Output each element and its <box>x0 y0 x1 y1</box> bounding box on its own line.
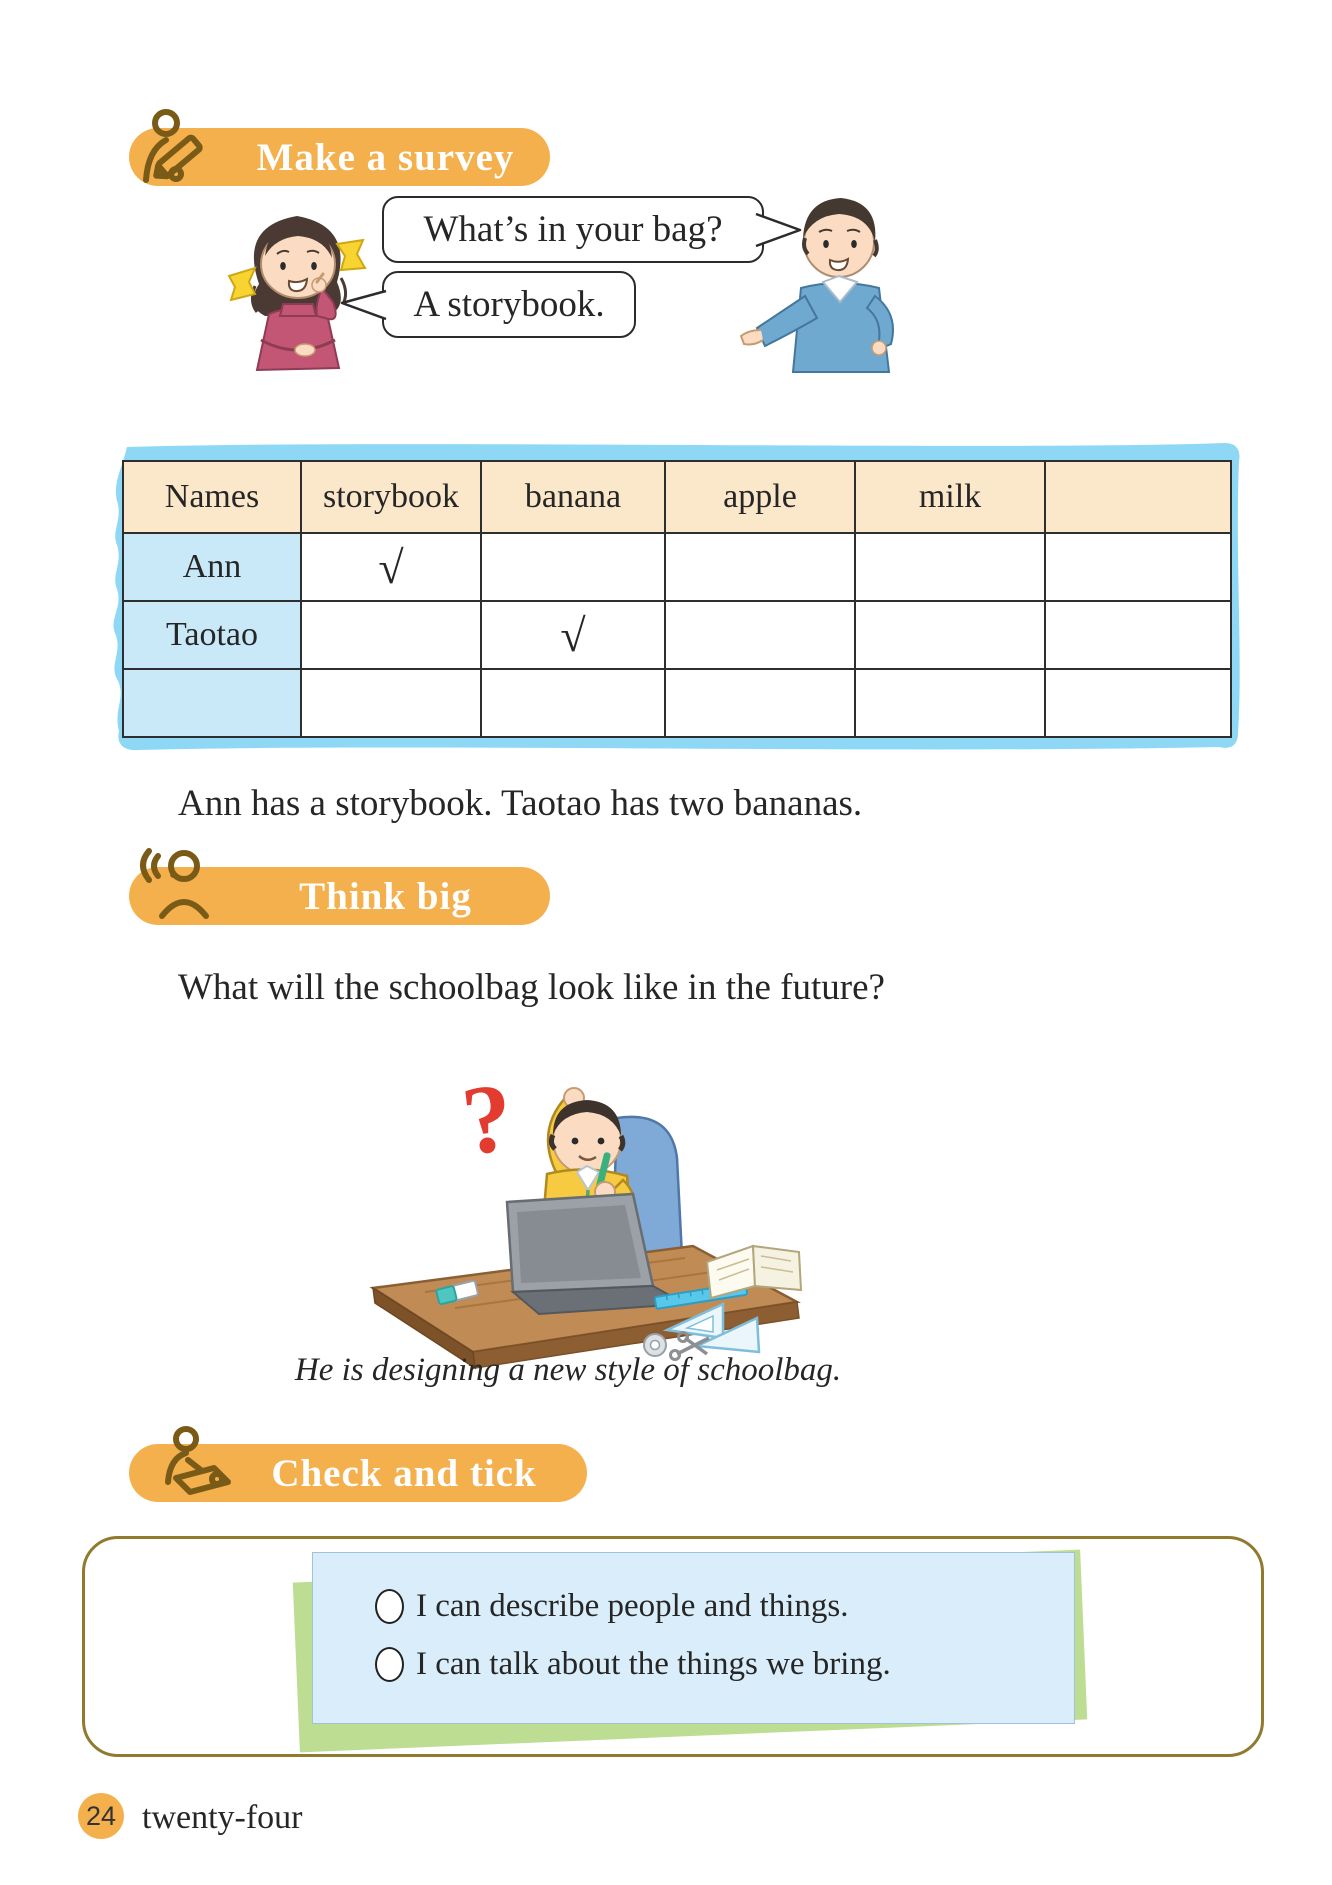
tick-cell <box>855 669 1045 737</box>
tick-cell <box>1045 533 1231 601</box>
tick-cell <box>665 601 855 669</box>
page-number: 24 <box>85 1800 117 1831</box>
table-row-ann <box>123 533 1231 601</box>
dialog-question-text: What’s in your bag? <box>423 209 723 250</box>
tick-cell <box>1045 669 1231 737</box>
col-header-blank <box>1045 461 1231 533</box>
page-number-badge <box>78 1793 124 1839</box>
check-circle[interactable] <box>375 1589 404 1624</box>
person-checking-icon <box>156 1426 244 1514</box>
example-sentence: Ann has a storybook. Taotao has two bananas. <box>178 783 863 824</box>
table-row-blank <box>123 669 1231 737</box>
row-name-ann: Ann <box>123 533 301 601</box>
tick-cell: √ <box>301 533 481 601</box>
tick-cell <box>855 533 1045 601</box>
col-header-milk: milk <box>855 461 1045 533</box>
row-name-blank <box>123 669 301 737</box>
tick-cell <box>1045 601 1231 669</box>
speaking-head-icon <box>138 846 222 930</box>
col-header-storybook: storybook <box>301 461 481 533</box>
section-title-think-big: Think big <box>299 874 472 918</box>
pencil-writer-icon <box>136 108 220 192</box>
page-number-word: twenty-four <box>142 1799 303 1836</box>
section-title-make-a-survey: Make a survey <box>256 135 515 179</box>
survey-table-frame <box>105 437 1245 755</box>
check-item-text: I can talk about the things we bring. <box>416 1645 891 1682</box>
illustration-caption: He is designing a new style of schoolbag. <box>294 1352 842 1388</box>
col-header-apple: apple <box>665 461 855 533</box>
col-header-banana: banana <box>481 461 665 533</box>
tick-cell <box>481 669 665 737</box>
tick-cell <box>301 601 481 669</box>
row-name-taotao: Taotao <box>123 601 301 669</box>
tick-cell <box>665 533 855 601</box>
table-header-row <box>123 461 1231 533</box>
question-mark-glyph: ? <box>456 1063 519 1177</box>
speech-bubble-answer-tail <box>338 287 388 328</box>
tick-cell: √ <box>481 601 665 669</box>
girl-illustration <box>225 182 370 372</box>
boy-illustration <box>735 180 910 375</box>
survey-table <box>122 460 1232 738</box>
col-header-names: Names <box>123 461 301 533</box>
speech-bubble-question <box>382 196 764 263</box>
tick-cell <box>301 669 481 737</box>
check-item-1 <box>375 1577 1074 1635</box>
self-check-panel <box>312 1552 1075 1724</box>
tick-cell <box>665 669 855 737</box>
check-circle[interactable] <box>375 1647 404 1682</box>
table-row-taotao <box>123 601 1231 669</box>
speech-bubble-answer <box>382 271 636 338</box>
dialog-answer-text: A storybook. <box>413 284 605 325</box>
check-item-text: I can describe people and things. <box>416 1587 849 1624</box>
tick-cell <box>481 533 665 601</box>
check-item-2 <box>375 1635 1074 1693</box>
section-title-check-and-tick: Check and tick <box>271 1451 537 1495</box>
boy-at-desk-illustration <box>355 1040 805 1375</box>
think-big-question: What will the schoolbag look like in the future? <box>178 967 885 1008</box>
tick-cell <box>855 601 1045 669</box>
